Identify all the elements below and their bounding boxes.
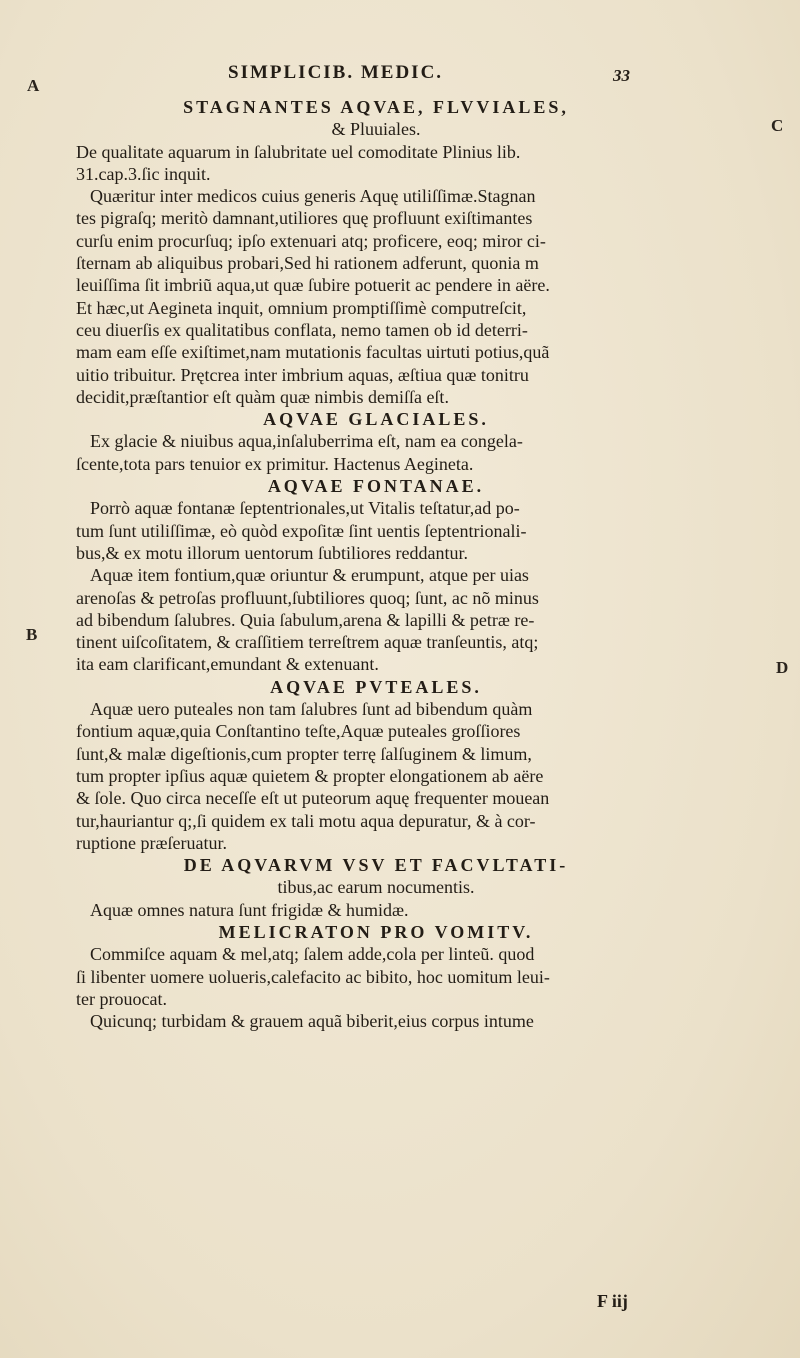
body-text — [76, 96, 676, 1032]
text-line: ſi libenter uomere uolueris,calefacito ac bibito, hoc uomitum leui- — [76, 966, 550, 987]
section-heading: AQVAE FONTANAE. — [267, 476, 485, 497]
text-line: Aquæ uero puteales non tam ſalubres ſunt ad bibendum quàm — [90, 699, 533, 720]
margin-letter-b: B — [26, 625, 38, 644]
text-line: tum ſunt utiliſſimæ, eò quòd expoſitæ ſint uentis ſeptentrionali- — [76, 520, 527, 541]
section-heading: STAGNANTES AQVAE, FLVVIALES, — [183, 97, 569, 117]
text-line: Porrò aquæ fontanæ ſeptentrionales,ut Vitalis teſtatur,ad po- — [90, 498, 520, 519]
text-line: Aquæ omnes natura ſunt frigidæ & humidæ. — [90, 899, 409, 920]
text-line: ceu diuerſis ex qualitatibus conflata, nemo tamen ob id deterri- — [76, 319, 528, 340]
margin-letter-d: D — [776, 658, 789, 677]
section-heading: AQVAE PVTEALES. — [270, 676, 482, 697]
text-line: decidit,præſtantior eſt quàm quæ nimbis demiſſa eſt. — [76, 386, 449, 407]
text-line: ruptione præſeruatur. — [76, 832, 227, 853]
text-line: De qualitate aquarum in ſalubritate uel comoditate Plinius lib. — [76, 141, 521, 162]
text-line: tes pigraſq; meritò damnant,utiliores quę profluunt exiſtimantes — [76, 208, 533, 229]
section-heading: DE AQVARVM VSV ET FACVLTATI- — [183, 855, 569, 876]
text-line: Aquæ item fontium,quæ oriuntur & erumpunt, atque per uias — [90, 565, 529, 586]
text-line: Et hæc,ut Aegineta inquit, omnium promptiſſimè computreſcit, — [76, 297, 527, 318]
text-line: uitio tribuitur. Prętcrea inter imbrium aquas, æſtiua quæ tonitru — [76, 364, 529, 385]
text-line: Ex glacie & niuibus aqua,inſaluberrima eſt, nam ea congela- — [90, 431, 523, 452]
text-line: mam eam eſſe exiſtimet,nam mutationis facultas uirtuti potius,quã — [76, 342, 550, 363]
text-line: ſternam ab aliquibus probari,Sed hi rationem adferunt, quonia m — [76, 253, 539, 274]
text-line: ter prouocat. — [76, 988, 167, 1009]
text-line: ſunt,& malæ digeſtionis,cum propter terrę ſalſuginem & limum, — [76, 743, 532, 764]
text-line: Quæritur inter medicos cuius generis Aquę utiliſſimæ.Stagnan — [90, 186, 536, 207]
text-line: bus,& ex motu illorum uentorum ſubtiliores reddantur. — [76, 542, 468, 563]
text-line: leuiſſima ſit imbriũ aqua,ut quæ ſubire potuerit ac pendere in aëre. — [76, 275, 550, 296]
text-line: tinent uiſcoſitatem, & craſſitiem terreſtrem aquæ tranſeuntis, atq; — [76, 632, 539, 653]
text-line: ſcente,tota pars tenuior ex primitur. Hactenus Aegineta. — [76, 453, 474, 474]
section-heading: MELICRATON PRO VOMITV. — [218, 921, 534, 942]
section-heading-continued: & Pluuiales. — [331, 119, 421, 140]
text-line: Commiſce aquam & mel,atq; ſalem adde,cola per linteũ. quod — [90, 944, 535, 965]
section-heading: AQVAE GLACIALES. — [263, 409, 489, 430]
signature-mark: F iij — [597, 1291, 628, 1311]
running-head: SIMPLICIB. MEDIC. — [228, 62, 444, 83]
text-line: & ſole. Quo circa neceſſe eſt ut puteorum aquę frequenter mouean — [76, 788, 550, 809]
text-line: arenoſas & petroſas profluunt,ſubtiliores quoq; ſunt, ac nõ minus — [76, 587, 539, 608]
margin-letter-a: A — [27, 76, 40, 95]
text-line: Quicunq; turbidam & grauem aquã biberit,eius corpus intume — [90, 1011, 534, 1032]
margin-letter-c: C — [771, 116, 784, 135]
text-line: curſu enim procurſuq; ipſo extenuari atq; proficere, eoq; miror ci- — [76, 230, 546, 251]
text-line: tum propter ipſius aquæ quietem & propter elongationem ab aëre — [76, 765, 544, 786]
section-heading-continued: tibus,ac earum nocumentis. — [277, 877, 475, 898]
text-line: ad bibendum ſalubres. Quia ſabulum,arena & lapilli & petræ re- — [76, 609, 535, 630]
text-line: fontium aquæ,quia Conſtantino teſte,Aquæ puteales groſſiores — [76, 721, 521, 742]
text-line: ita eam clarificant,emundant & extenuant. — [76, 654, 379, 675]
text-line: tur,hauriantur q;,ſi quidem ex tali motu aqua depuratur, & à cor- — [76, 810, 536, 831]
folio-number: 33 — [613, 66, 630, 85]
text-line: 31.cap.3.ſic inquit. — [76, 163, 211, 184]
